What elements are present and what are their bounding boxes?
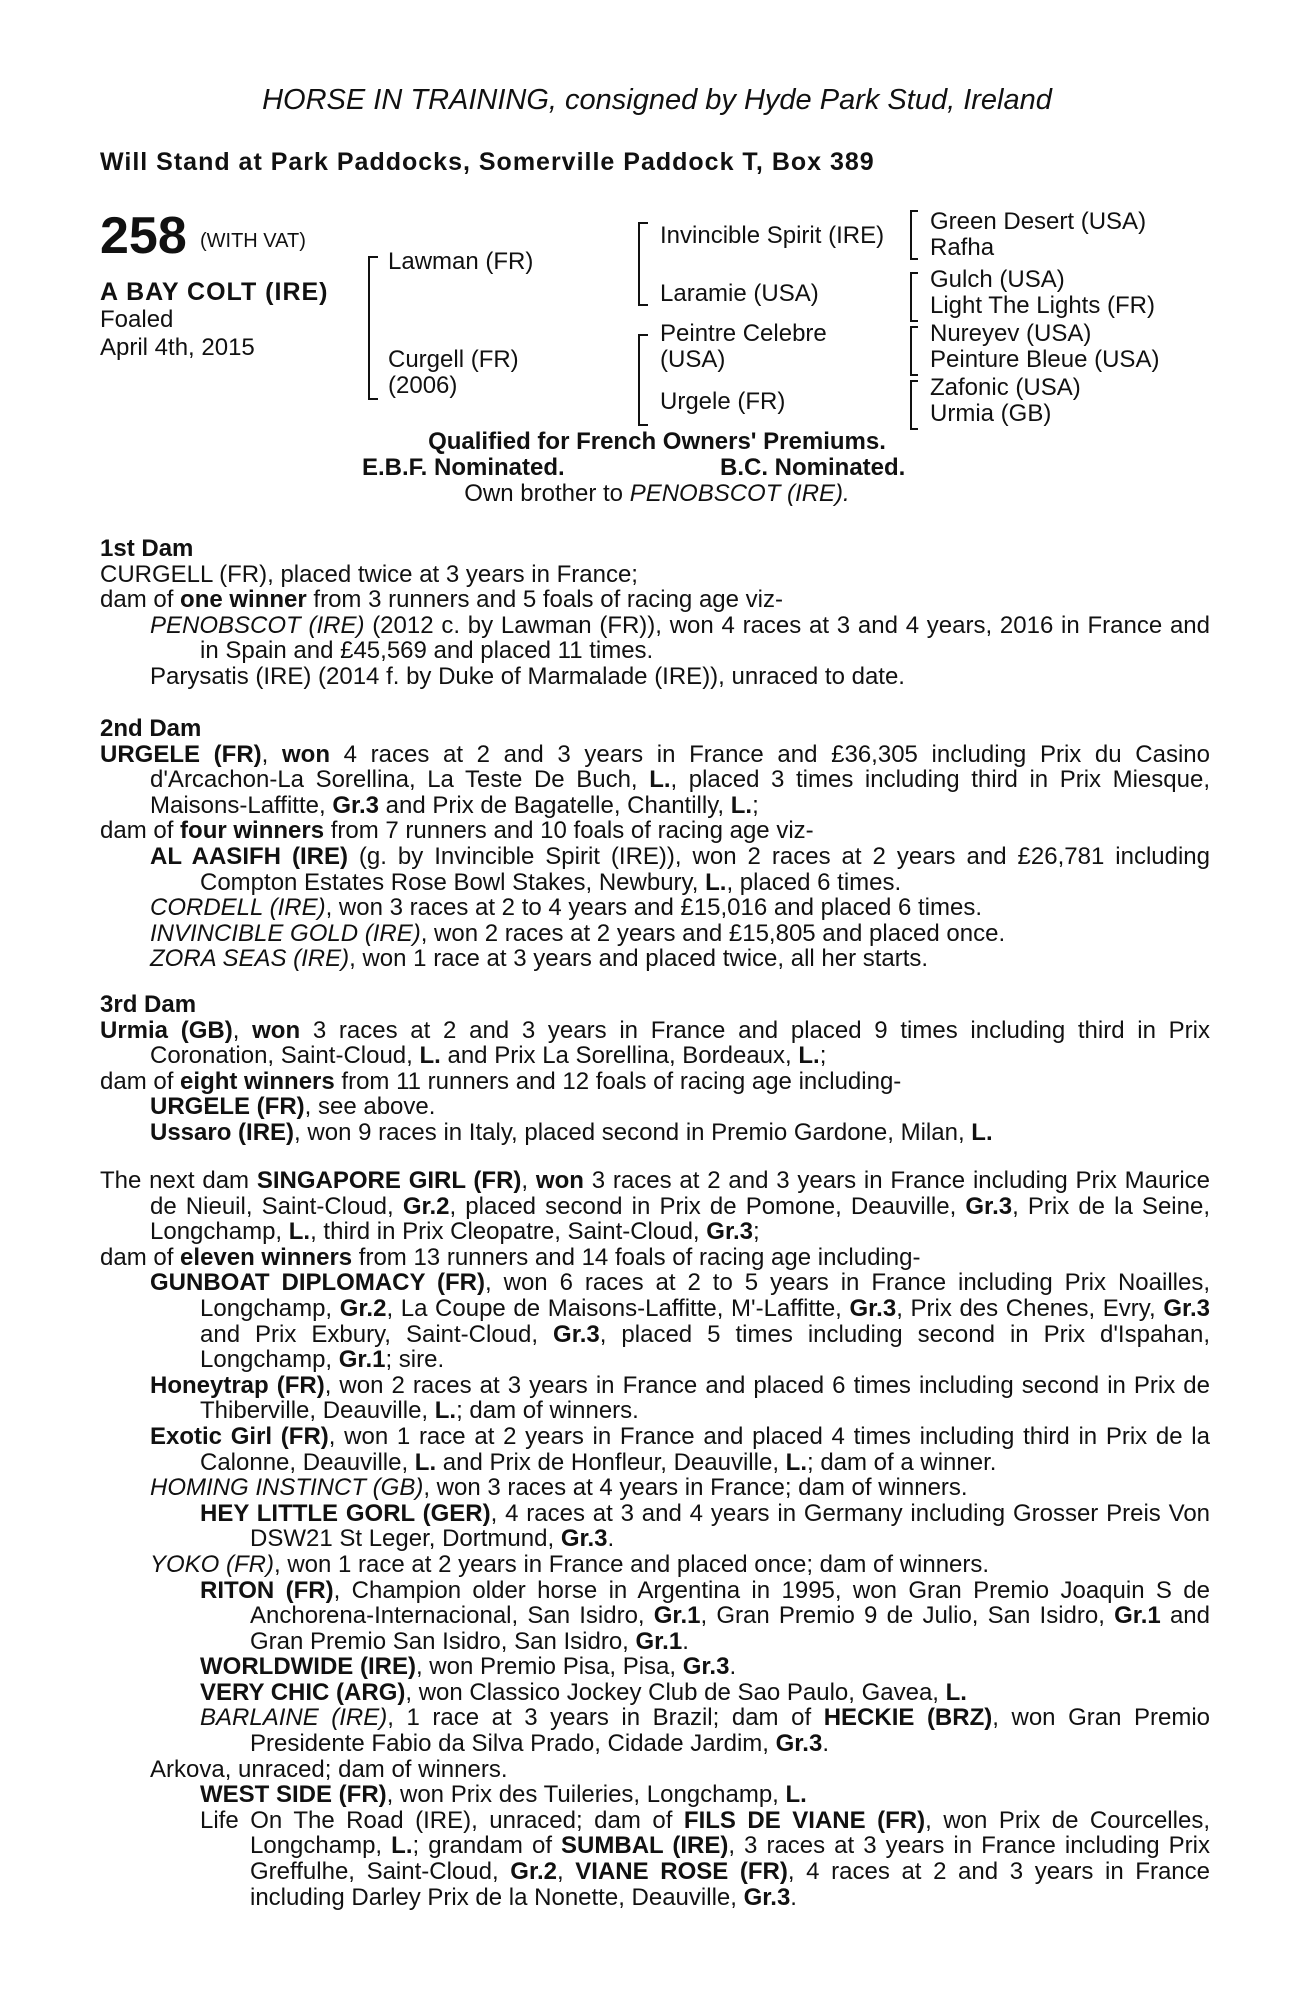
dam-line: The next dam SINGAPORE GIRL (FR), won 3 races at 2 and 3 years in France including Prix Maurice de Nieuil, Saint-Cloud, Gr.2, placed second in Prix de Pomone, Deauville, Gr.3, Prix de la Seine, Longchamp, L., third in Prix Cleopatre, Saint-Cloud, Gr.3; — [100, 1167, 1211, 1246]
produce-entry: WEST SIDE (FR), won Prix des Tuileries, Longchamp, L. — [200, 1781, 807, 1809]
foaled-date: April 4th, 2015 — [100, 334, 255, 361]
section-heading: 3rd Dam — [100, 991, 197, 1018]
produce-entry: YOKO (FR), won 1 race at 2 years in France and placed once; dam of winners. — [150, 1550, 990, 1578]
gg-8: Urmia (GB) — [930, 400, 1052, 427]
horse-name: A BAY COLT (IRE) — [100, 278, 329, 306]
produce-entry: Parysatis (IRE) (2014 f. by Duke of Marmalade (IRE)), unraced to date. — [150, 662, 905, 690]
dam-produce-line: dam of eight winners from 11 runners and 12 foals of racing age including- — [100, 1067, 902, 1095]
produce-entry: PENOBSCOT (IRE) (2012 c. by Lawman (FR)), won 4 races at 3 and 4 years, 2016 in France and in Spain and £45,569 and placed 11 times. — [150, 611, 1210, 665]
foaled-label: Foaled — [100, 306, 174, 333]
gg-4: Light The Lights (FR) — [930, 292, 1155, 319]
produce-entry: CORDELL (IRE), won 3 races at 2 to 4 years and £15,016 and placed 6 times. — [150, 894, 983, 922]
sire-brace — [638, 222, 648, 306]
dam-produce-line: dam of one winner from 3 runners and 5 foals of racing age viz- — [100, 586, 783, 614]
section-heading: 2nd Dam — [100, 715, 202, 742]
gg-7: Zafonic (USA) — [930, 374, 1081, 401]
produce-entry: GUNBOAT DIPLOMACY (FR), won 6 races at 2 to 5 years in France including Prix Noailles, Longchamp, Gr.2, La Coupe de Maisons-Laffitte, M'-Laffitte, Gr.3, Prix des Chenes, Evry, Gr.3 and Prix Exbury, Saint-Cloud, Gr.3, placed 5 times including second in Prix d'Ispahan, Longchamp, Gr.1; sire. — [150, 1269, 1211, 1374]
produce-entry: RITON (FR), Champion older horse in Argentina in 1995, won Gran Premio Joaquin S de Anchorena-Internacional, San Isidro, Gr.1, Gran Premio 9 de Julio, San Isidro, Gr.1 and Gran Premio San Isidro, San Isidro, Gr.1. — [200, 1576, 1211, 1655]
gg-3: Gulch (USA) — [930, 266, 1065, 293]
brother-name: PENOBSCOT (IRE). — [629, 480, 850, 507]
gg-1: Green Desert (USA) — [930, 208, 1147, 235]
stand-location: Will Stand at Park Paddocks, Somerville Paddock T, Box 389 — [100, 148, 875, 176]
page-header: HORSE IN TRAINING, consigned by Hyde Park Stud, Ireland — [262, 84, 1052, 116]
dam-produce-line: dam of four winners from 7 runners and 10 foals of racing age viz- — [100, 817, 814, 845]
dam-year: (2006) — [388, 372, 458, 399]
section-heading: 1st Dam — [100, 535, 194, 562]
dam-produce-line: dam of eleven winners from 13 runners and 14 foals of racing age including- — [100, 1243, 921, 1271]
produce-entry: VERY CHIC (ARG), won Classico Jockey Club de Sao Paulo, Gavea, L. — [200, 1678, 967, 1706]
produce-entry: Honeytrap (FR), won 2 races at 3 years in France and placed 6 times including second in Prix de Thiberville, Deauville, L.; dam of winners. — [150, 1371, 1210, 1425]
bc-note: B.C. Nominated. — [720, 454, 906, 481]
premiums-note: Qualified for French Owners' Premiums. — [428, 428, 886, 455]
produce-entry: AL AASIFH (IRE) (g. by Invincible Spirit (IRE)), won 2 races at 2 years and £26,781 including Compton Estates Rose Bowl Stakes, Newbury, L., placed 6 times. — [150, 842, 1210, 896]
first-dam-section — [100, 536, 1210, 690]
dam-line: URGELE (FR), won 4 races at 2 and 3 years in France and £36,305 including Prix du Casino d'Arcachon-La Sorellina, La Teste De Buch, L., placed 3 times including third in Prix Miesque, Maisons-Laffitte, Gr.3 and Prix de Bagatelle, Chantilly, L.; — [100, 740, 1210, 819]
produce-entry: Life On The Road (IRE), unraced; dam of FILS DE VIANE (FR), won Prix de Courcelles, Longchamp, L.; grandam of SUMBAL (IRE), 3 races at 3 years in France including Prix Greffulhe, Saint-Cloud, Gr.2, VIANE ROSE (FR), 4 races at 2 and 3 years in France including Darley Prix de la Nonette, Deauville, Gr.3. — [200, 1806, 1211, 1911]
sire-dam: Laramie (USA) — [660, 280, 819, 307]
produce-entry: INVINCIBLE GOLD (IRE), won 2 races at 2 years and £15,805 and placed once. — [150, 919, 1006, 947]
gg-5: Nureyev (USA) — [930, 320, 1092, 347]
brace-g4 — [910, 380, 918, 430]
produce-entry: BARLAINE (IRE), 1 race at 3 years in Brazil; dam of HECKIE (BRZ), won Gran Premio Presidente Fabio da Silva Prado, Cidade Jardim, Gr.3. — [200, 1704, 1211, 1758]
gg-6: Peinture Bleue (USA) — [930, 346, 1160, 373]
dam-brace — [638, 334, 648, 426]
brace-g2 — [910, 272, 918, 322]
second-dam-section — [100, 716, 1210, 972]
produce-entry: ZORA SEAS (IRE), won 1 race at 3 years and placed twice, all her starts. — [150, 945, 929, 973]
sire: Lawman (FR) — [388, 248, 534, 275]
dam-sire-1: Peintre Celebre — [660, 320, 827, 347]
produce-entry: Exotic Girl (FR), won 1 race at 2 years in France and placed 4 times including third in Prix de la Calonne, Deauville, L. and Prix de Honfleur, Deauville, L.; dam of a winner. — [150, 1422, 1210, 1476]
pedigree-brace — [368, 256, 378, 400]
brother-prefix: Own brother to — [464, 480, 630, 507]
sire-sire: Invincible Spirit (IRE) — [660, 222, 885, 249]
vat-label: (WITH VAT) — [200, 230, 306, 252]
produce-entry: HEY LITTLE GORL (GER), 4 races at 3 and 4 years in Germany including Grosser Preis Von DSW21 St Leger, Dortmund, Gr.3. — [200, 1499, 1211, 1553]
produce-entry: URGELE (FR), see above. — [150, 1093, 436, 1121]
dam-dam: Urgele (FR) — [660, 388, 786, 415]
third-dam-section — [100, 992, 1210, 1146]
next-dam-section — [100, 1168, 1210, 1910]
dam-line: Urmia (GB), won 3 races at 2 and 3 years in France and placed 9 times including third in Prix Coronation, Saint-Cloud, L. and Prix La Sorellina, Bordeaux, L.; — [100, 1016, 1211, 1070]
lot-number: 258 — [100, 207, 187, 265]
dam-line: CURGELL (FR), placed twice at 3 years in France; — [100, 560, 638, 588]
produce-entry: HOMING INSTINCT (GB), won 3 races at 4 years in France; dam of winners. — [150, 1474, 968, 1502]
ebf-note: E.B.F. Nominated. — [362, 454, 565, 481]
dam: Curgell (FR) — [388, 346, 519, 373]
brace-g1 — [910, 210, 918, 260]
brace-g3 — [910, 326, 918, 376]
produce-entry: Ussaro (IRE), won 9 races in Italy, placed second in Premio Gardone, Milan, L. — [150, 1118, 993, 1146]
gg-2: Rafha — [930, 234, 995, 261]
produce-entry: WORLDWIDE (IRE), won Premio Pisa, Pisa, Gr.3. — [200, 1653, 737, 1681]
brother-note — [0, 480, 1314, 508]
produce-entry: Arkova, unraced; dam of winners. — [150, 1755, 508, 1783]
dam-sire-2: (USA) — [660, 346, 726, 373]
